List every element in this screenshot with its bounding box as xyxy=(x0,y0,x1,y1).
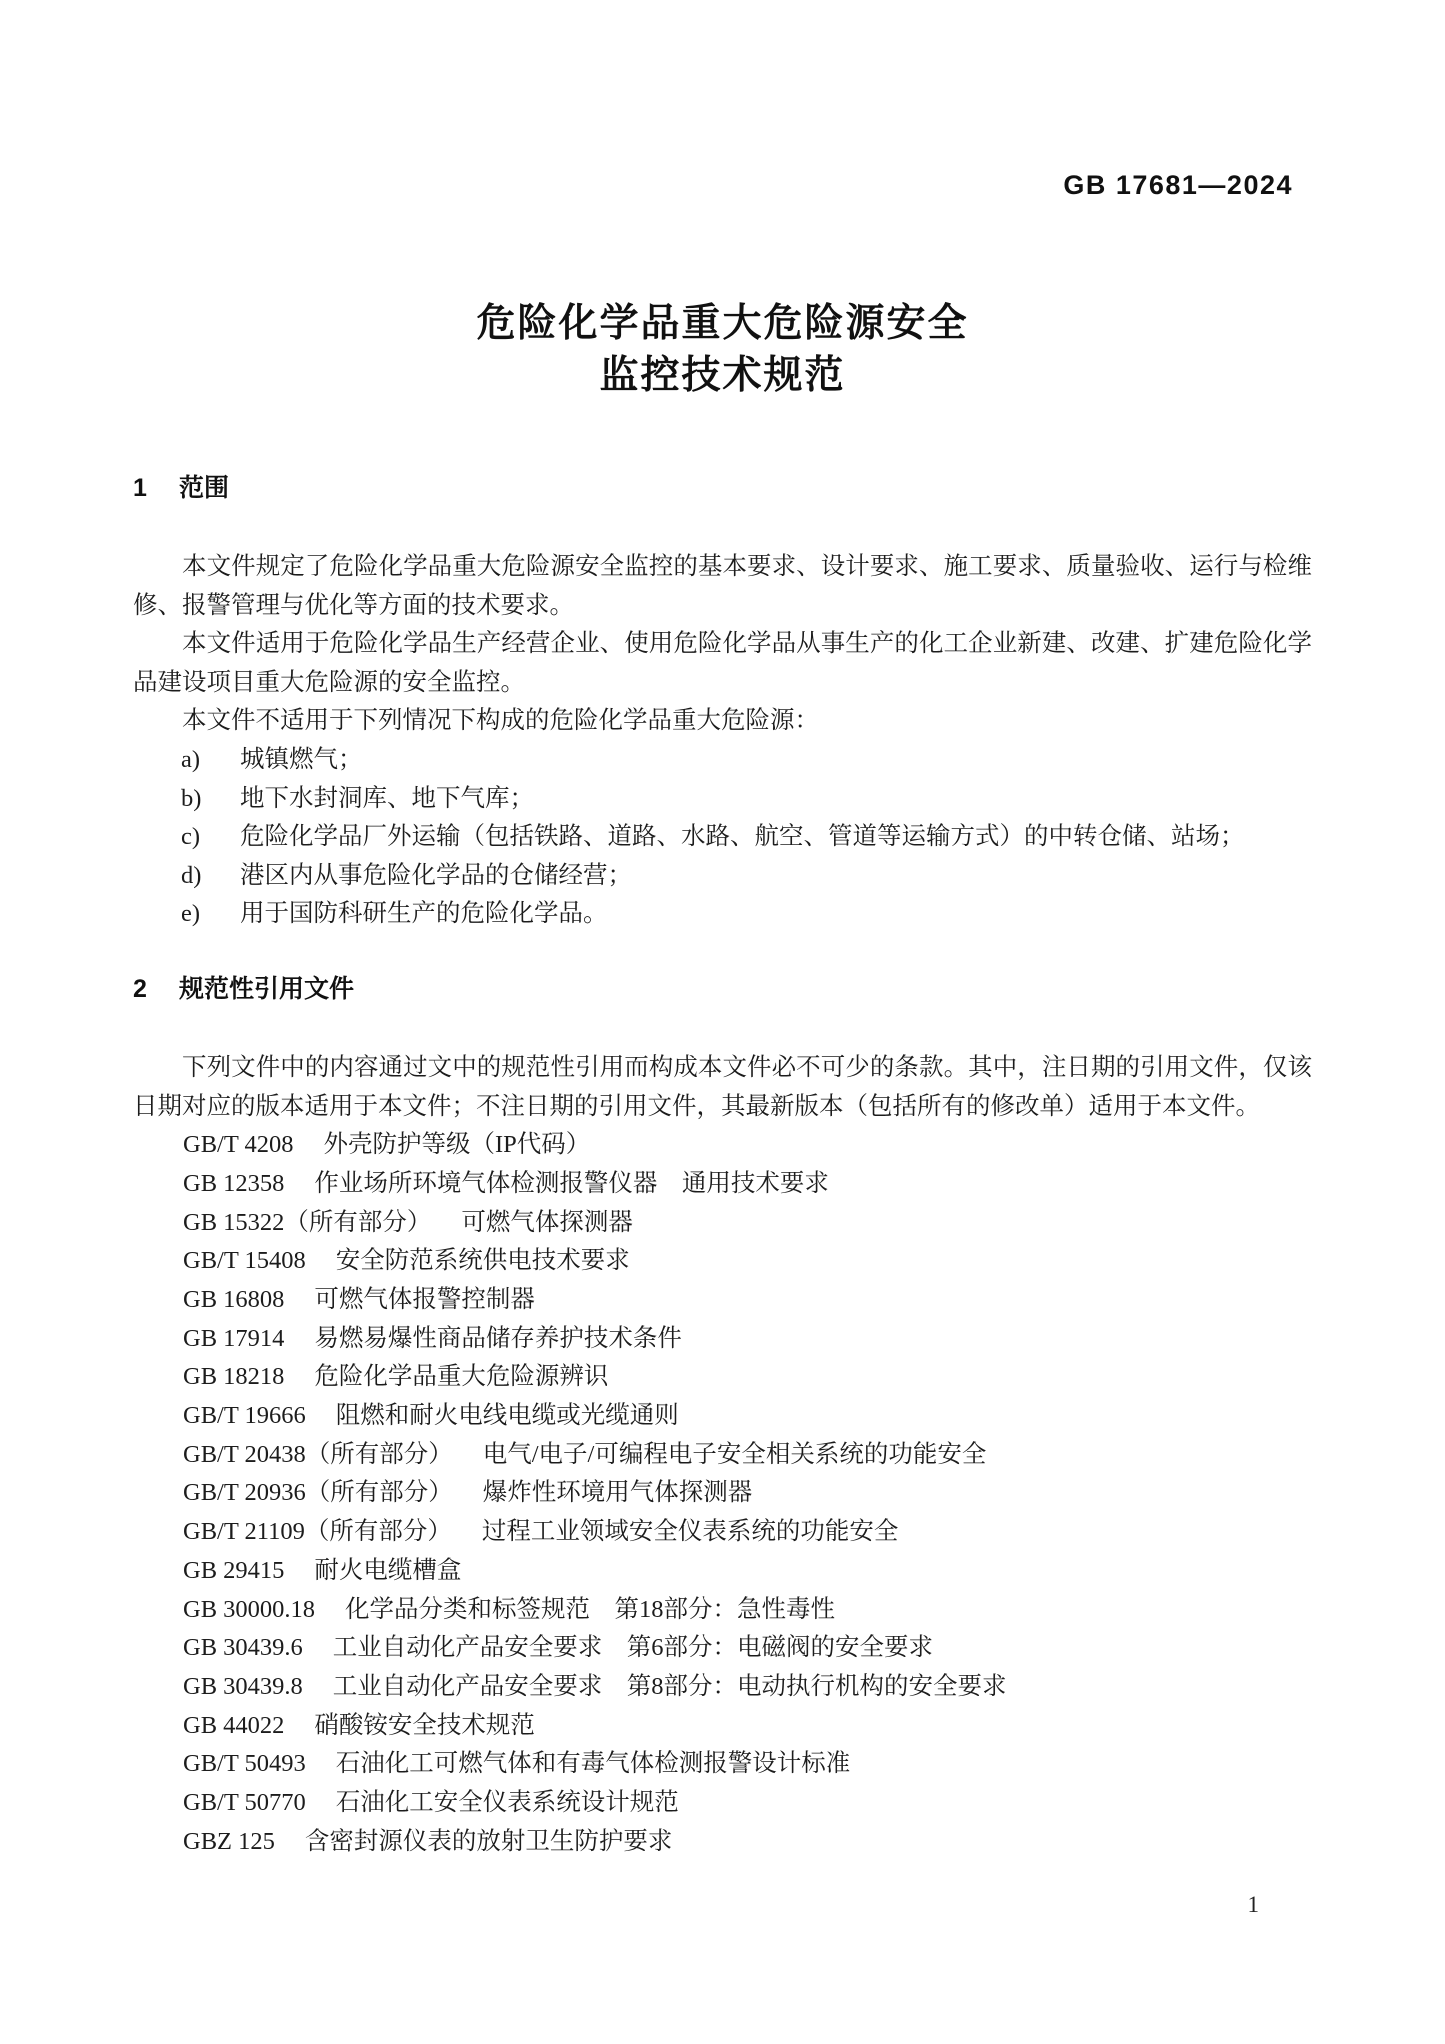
list-item-text: 城镇燃气； xyxy=(240,745,363,773)
reference-title: 工业自动化产品安全要求 第6部分：电磁阀的安全要求 xyxy=(332,1634,934,1662)
reference-code: GB/T 15408 xyxy=(183,1247,306,1275)
reference-code: GB 29415 xyxy=(183,1556,285,1584)
document-title-line2: 监控技术规范 xyxy=(599,354,846,397)
list-item xyxy=(133,857,1312,896)
reference-item xyxy=(183,1668,1312,1707)
list-item xyxy=(133,780,1312,819)
section-references-title: 规范性引用文件 xyxy=(179,974,355,1003)
reference-code: GBZ 125 xyxy=(183,1827,275,1855)
list-item xyxy=(133,818,1312,857)
list-item-text: 危险化学品厂外运输（包括铁路、道路、水路、航空、管道等运输方式）的中转仓储、站场； xyxy=(240,823,1245,851)
list-item-text: 用于国防科研生产的危险化学品。 xyxy=(240,900,608,928)
reference-code: GB 30439.6 xyxy=(183,1634,303,1662)
reference-title: 过程工业领域安全仪表系统的功能安全 xyxy=(481,1518,899,1546)
reference-item xyxy=(183,1204,1312,1243)
reference-item xyxy=(183,1165,1312,1204)
reference-title: 石油化工可燃气体和有毒气体检测报警设计标准 xyxy=(335,1750,851,1778)
reference-title: 易燃易爆性商品储存养护技术条件 xyxy=(314,1324,682,1352)
scope-paragraph-2: 本文件适用于危险化学品生产经营企业、使用危险化学品从事生产的化工企业新建、改建、扩建危险化学品建设项目重大危险源的安全监控。 xyxy=(133,630,1312,696)
reference-title: 安全防范系统供电技术要求 xyxy=(335,1247,630,1275)
reference-code: GB/T 20438（所有部分） xyxy=(183,1440,453,1468)
page-number: 1 xyxy=(1247,1892,1259,1917)
reference-title: 硝酸铵安全技术规范 xyxy=(314,1711,535,1739)
reference-item xyxy=(183,1784,1312,1823)
reference-code: GB/T 50770 xyxy=(183,1789,306,1817)
scope-exclusion-list xyxy=(133,741,1312,934)
reference-title: 可燃气体报警控制器 xyxy=(314,1285,535,1313)
scope-paragraph-3: 本文件不适用于下列情况下构成的危险化学品重大危险源： xyxy=(182,707,819,735)
reference-item xyxy=(183,1823,1312,1862)
reference-item xyxy=(183,1358,1312,1397)
document-title xyxy=(133,298,1312,402)
reference-title: 石油化工安全仪表系统设计规范 xyxy=(335,1789,679,1817)
reference-code: GB 30000.18 xyxy=(183,1595,316,1623)
standard-code: GB 17681—2024 xyxy=(1063,170,1293,200)
normative-references-list xyxy=(133,1126,1312,1861)
reference-item xyxy=(183,1242,1312,1281)
reference-code: GB 30439.8 xyxy=(183,1672,303,1700)
reference-title: 阻燃和耐火电线电缆或光缆通则 xyxy=(335,1402,679,1430)
reference-code: GB 15322（所有部分） xyxy=(183,1208,432,1236)
list-item xyxy=(133,741,1312,780)
section-scope-number: 1 xyxy=(133,474,147,502)
reference-title: 工业自动化产品安全要求 第8部分：电动执行机构的安全要求 xyxy=(332,1672,1007,1700)
reference-item xyxy=(183,1513,1312,1552)
reference-title: 电气/电子/可编程电子安全相关系统的功能安全 xyxy=(482,1440,987,1468)
reference-title: 含密封源仪表的放射卫生防护要求 xyxy=(304,1827,673,1855)
reference-code: GB/T 21109（所有部分） xyxy=(183,1518,452,1546)
reference-item xyxy=(183,1552,1312,1591)
scope-paragraph-1: 本文件规定了危险化学品重大危险源安全监控的基本要求、设计要求、施工要求、质量验收、运行与检维修、报警管理与优化等方面的技术要求。 xyxy=(133,553,1312,619)
reference-item xyxy=(183,1745,1312,1784)
reference-item xyxy=(183,1281,1312,1320)
reference-title: 化学品分类和标签规范 第18部分：急性毒性 xyxy=(345,1595,836,1623)
section-references-heading xyxy=(133,975,1312,1003)
document-title-line1: 危险化学品重大危险源安全 xyxy=(476,302,969,345)
reference-title: 爆炸性环境用气体探测器 xyxy=(482,1479,753,1507)
reference-item xyxy=(183,1126,1312,1165)
reference-title: 外壳防护等级（IP代码） xyxy=(323,1131,591,1159)
reference-code: GB 18218 xyxy=(183,1363,285,1391)
reference-code: GB/T 50493 xyxy=(183,1750,306,1778)
reference-code: GB 44022 xyxy=(183,1711,285,1739)
reference-title: 作业场所环境气体检测报警仪器 通用技术要求 xyxy=(314,1169,829,1197)
list-item xyxy=(133,895,1312,934)
reference-item xyxy=(183,1320,1312,1359)
list-item-label: a) xyxy=(181,745,201,773)
reference-code: GB 16808 xyxy=(183,1285,285,1313)
reference-item xyxy=(183,1436,1312,1475)
list-item-label: b) xyxy=(181,784,202,812)
reference-code: GB 12358 xyxy=(183,1169,285,1197)
reference-code: GB/T 20936（所有部分） xyxy=(183,1479,453,1507)
list-item-label: c) xyxy=(181,823,201,851)
section-references-number: 2 xyxy=(133,974,147,1003)
list-item-label: e) xyxy=(181,900,201,928)
reference-item xyxy=(183,1707,1312,1746)
reference-title: 危险化学品重大危险源辨识 xyxy=(314,1363,609,1391)
reference-item xyxy=(183,1591,1312,1630)
reference-item xyxy=(183,1474,1312,1513)
list-item-label: d) xyxy=(181,861,202,889)
list-item-text: 地下水封洞库、地下气库； xyxy=(240,784,534,812)
reference-item xyxy=(183,1629,1312,1668)
section-scope-heading xyxy=(133,474,1312,502)
section-scope-title: 范围 xyxy=(179,474,230,502)
reference-title: 可燃气体探测器 xyxy=(461,1208,633,1236)
reference-code: GB 17914 xyxy=(183,1324,285,1352)
reference-code: GB/T 4208 xyxy=(183,1131,294,1159)
reference-title: 耐火电缆槽盒 xyxy=(314,1556,462,1584)
reference-code: GB/T 19666 xyxy=(183,1402,306,1430)
reference-item xyxy=(183,1397,1312,1436)
list-item-text: 港区内从事危险化学品的仓储经营； xyxy=(240,861,632,889)
references-intro-paragraph: 下列文件中的内容通过文中的规范性引用而构成本文件必不可少的条款。其中，注日期的引用文件，仅该日期对应的版本适用于本文件；不注日期的引用文件，其最新版本（包括所有的修改单）适用于本文件。 xyxy=(133,1053,1312,1120)
